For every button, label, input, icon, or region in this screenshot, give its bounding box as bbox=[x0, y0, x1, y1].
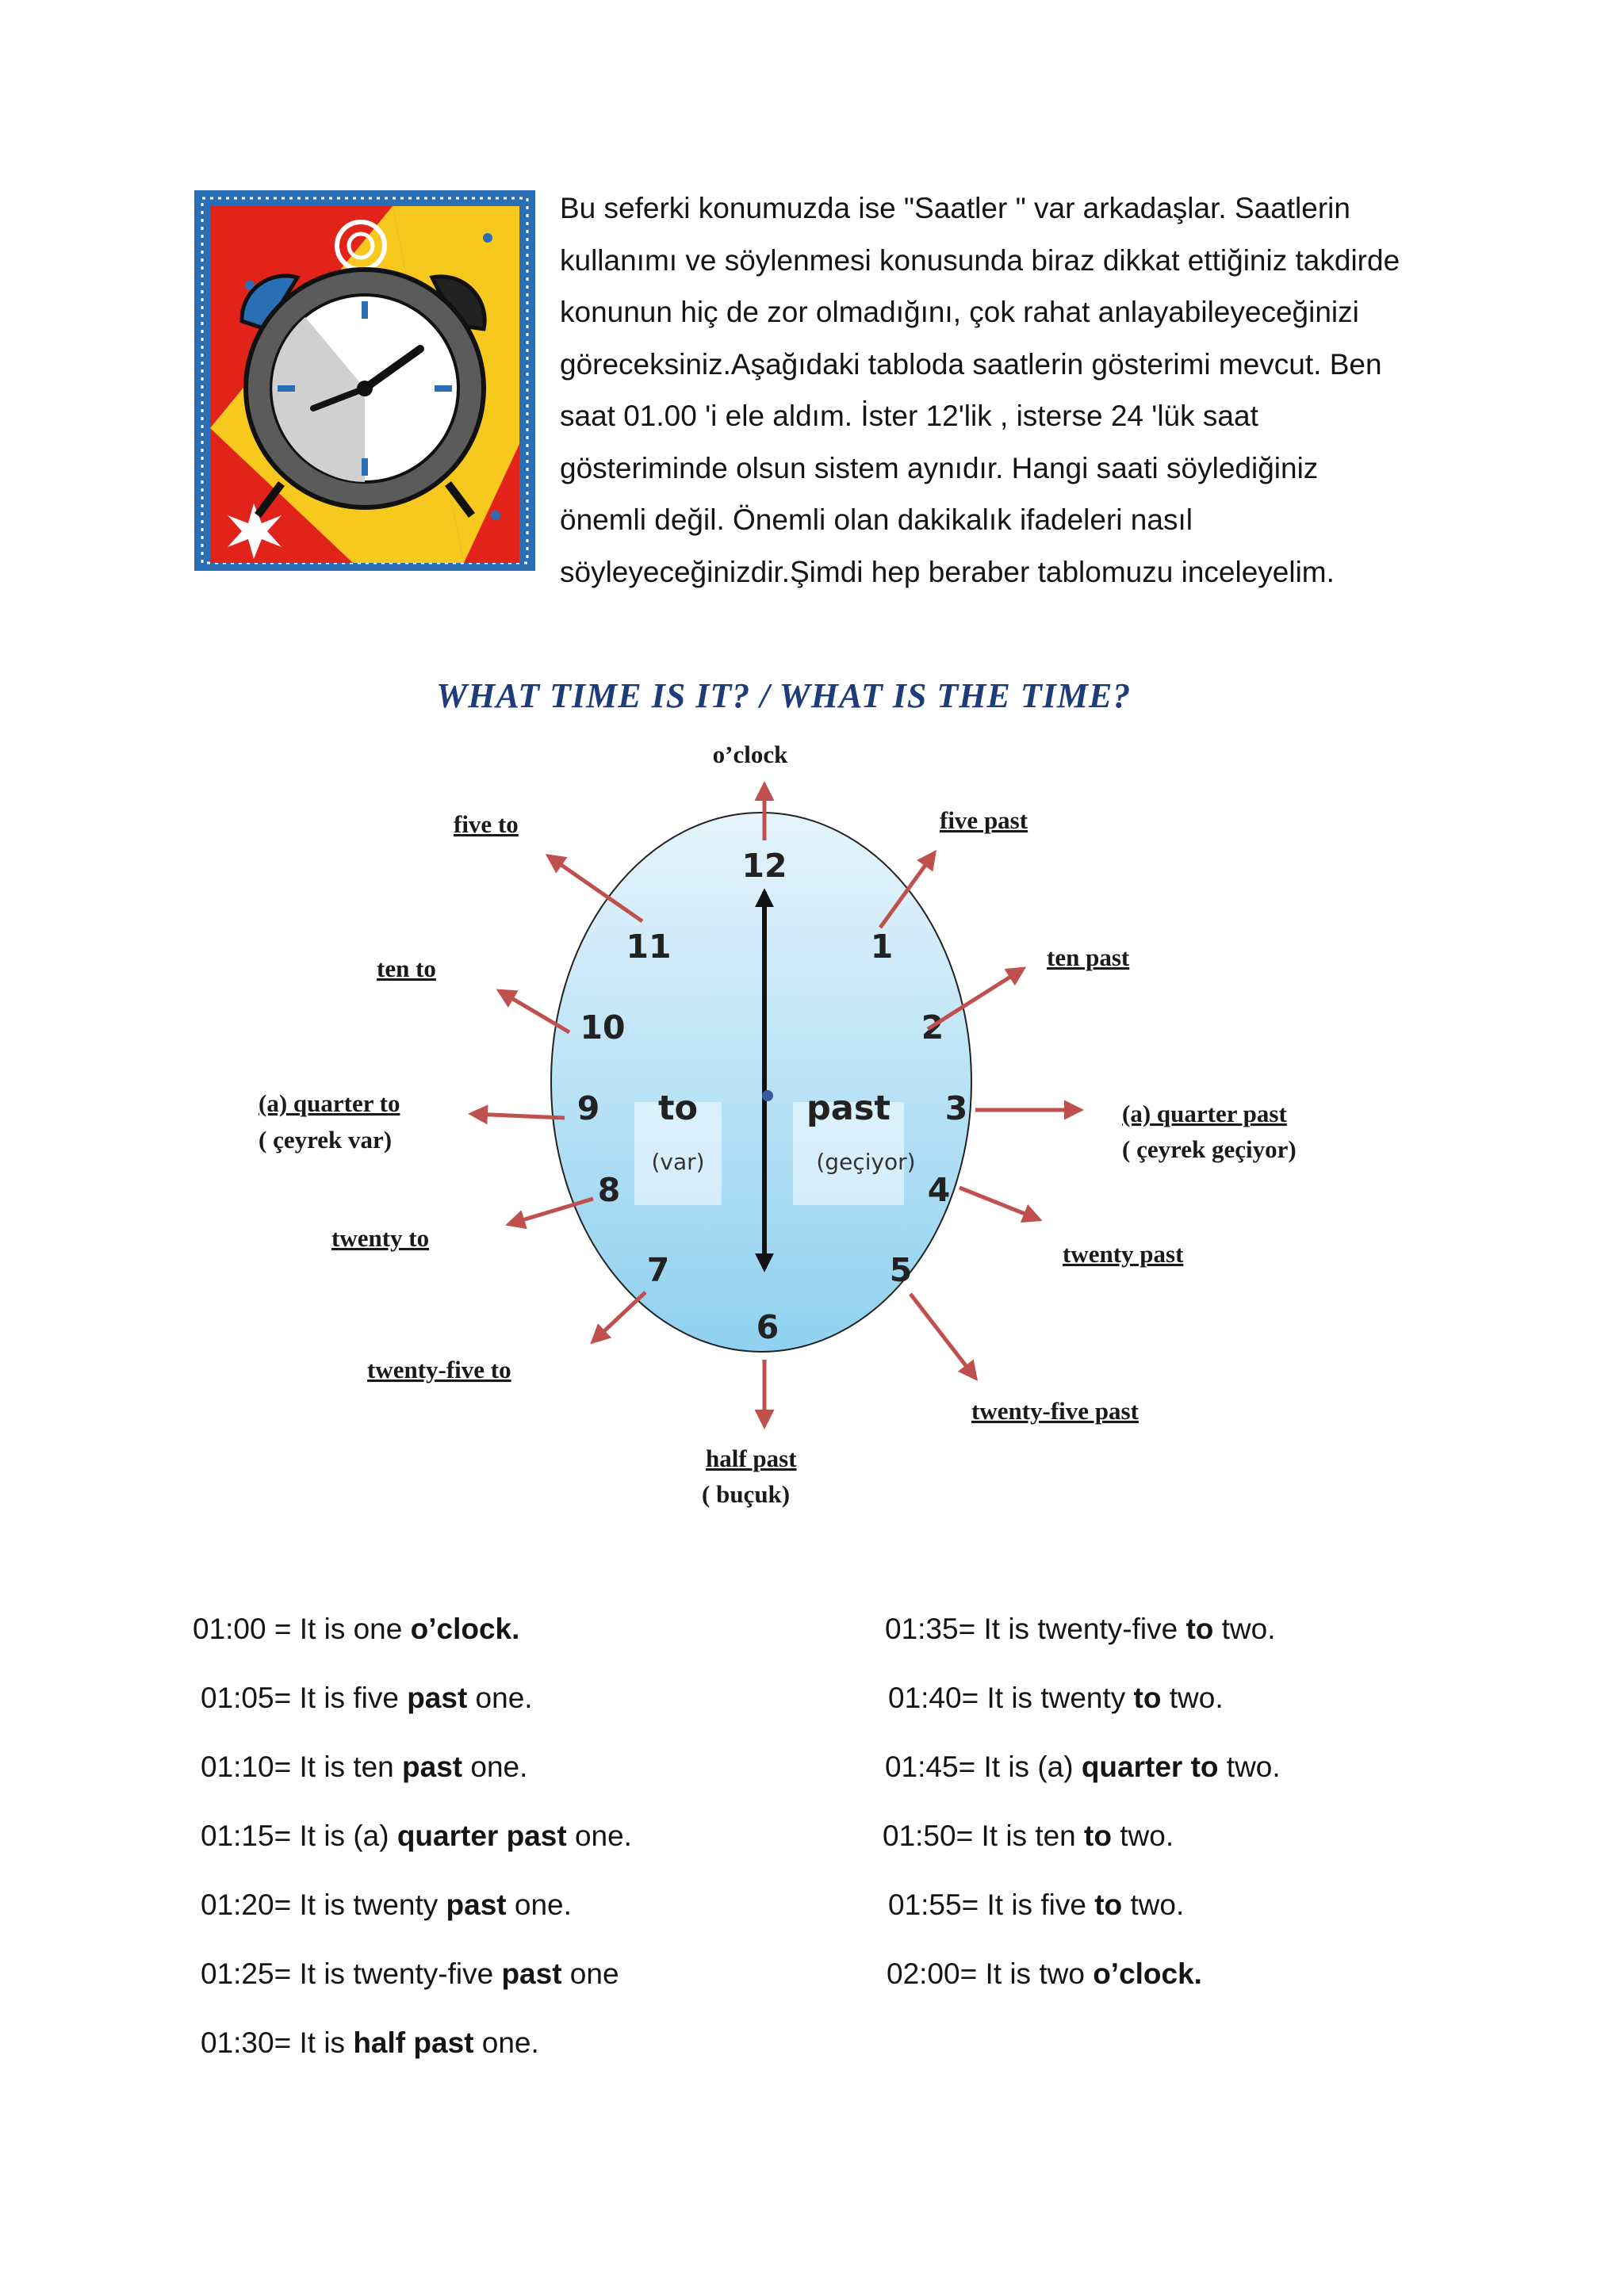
example-row: 01:35= It is twenty-five to two. bbox=[885, 1613, 1276, 1645]
clock-number-11: 11 bbox=[626, 928, 672, 966]
label-five-to: five to bbox=[454, 810, 519, 838]
clock-number-10: 10 bbox=[580, 1008, 626, 1047]
intro-line: önemli değil. Önemli olan dakikalık ifadeleri nasıl bbox=[560, 503, 1193, 536]
clock-number-7: 7 bbox=[646, 1251, 670, 1289]
past-label: past bbox=[806, 1089, 891, 1128]
clock-number-5: 5 bbox=[889, 1251, 913, 1289]
label-twenty-five-past: twenty-five past bbox=[971, 1397, 1139, 1425]
example-row: 01:45= It is (a) quarter to two. bbox=[885, 1751, 1281, 1783]
clock-number-6: 6 bbox=[756, 1308, 779, 1346]
intro-line: saat 01.00 'i ele aldım. İster 12'lik , isterse 24 'lük saat bbox=[560, 400, 1258, 432]
clock-number-2: 2 bbox=[921, 1008, 944, 1047]
intro-line: söyleyeceğinizdir.Şimdi hep beraber tablomuzu inceleyelim. bbox=[560, 555, 1335, 588]
label-quarter-to-tr: ( çeyrek var) bbox=[259, 1126, 393, 1154]
clock-number-9: 9 bbox=[576, 1089, 600, 1127]
clock-number-4: 4 bbox=[927, 1171, 951, 1209]
example-row: 01:40= It is twenty to two. bbox=[888, 1682, 1224, 1714]
label-twenty-to: twenty to bbox=[331, 1224, 430, 1252]
example-row: 02:00= It is two o’clock. bbox=[887, 1957, 1202, 1990]
label-quarter-to: (a) quarter to bbox=[259, 1089, 400, 1117]
label-half-past: half past bbox=[706, 1445, 797, 1472]
label-five-past: five past bbox=[940, 806, 1028, 834]
label-twenty-past: twenty past bbox=[1063, 1240, 1184, 1268]
example-row: 01:20= It is twenty past one. bbox=[201, 1888, 572, 1921]
label-ten-past: ten past bbox=[1047, 943, 1130, 971]
diagram-title: WHAT TIME IS IT? / WHAT IS THE TIME? bbox=[436, 676, 1132, 715]
example-row: 01:15= It is (a) quarter past one. bbox=[201, 1820, 632, 1852]
intro-line: Bu seferki konumuzda ise "Saatler " var arkadaşlar. Saatlerin bbox=[560, 192, 1350, 224]
clock-number-3: 3 bbox=[944, 1089, 968, 1127]
to-sub-label: (var) bbox=[651, 1149, 705, 1175]
example-row: 01:25= It is twenty-five past one bbox=[201, 1957, 619, 1990]
clock-number-1: 1 bbox=[870, 928, 894, 966]
label-half-past-tr: ( buçuk) bbox=[702, 1480, 791, 1508]
arrow-twenty-past bbox=[959, 1188, 1039, 1219]
example-row: 01:00 = It is one o’clock. bbox=[193, 1613, 520, 1645]
arrow-twenty-five-to bbox=[593, 1292, 645, 1341]
label-quarter-past-tr: ( çeyrek geçiyor) bbox=[1122, 1135, 1297, 1163]
example-row: 01:50= It is ten to two. bbox=[883, 1820, 1174, 1852]
clock-diagram bbox=[238, 666, 1388, 1538]
intro-line: gösteriminde olsun sistem aynıdır. Hangi saati söylediğiniz bbox=[560, 451, 1319, 484]
intro-line: göreceksiniz.Aşağıdaki tabloda saatlerin gösterimi mevcut. Ben bbox=[560, 347, 1382, 381]
label-twenty-five-to: twenty-five to bbox=[367, 1356, 511, 1383]
label-oclock: o’clock bbox=[712, 740, 788, 768]
clock-number-8: 8 bbox=[597, 1171, 621, 1209]
label-ten-to: ten to bbox=[377, 955, 436, 982]
example-row: 01:55= It is five to two. bbox=[888, 1888, 1185, 1921]
clock-number-12: 12 bbox=[741, 847, 787, 885]
to-label: to bbox=[657, 1089, 699, 1128]
example-row: 01:30= It is half past one. bbox=[201, 2026, 539, 2059]
past-sub-label: (geçiyor) bbox=[816, 1149, 916, 1175]
intro-line: konunun hiç de zor olmadığını, çok rahat anlayabileyeceğinizi bbox=[560, 296, 1359, 328]
example-row: 01:05= It is five past one. bbox=[201, 1682, 533, 1714]
intro-paragraph bbox=[560, 182, 1448, 598]
example-row: 01:10= It is ten past one. bbox=[201, 1751, 528, 1783]
arrow-twenty-five-past bbox=[910, 1294, 975, 1378]
intro-line: kullanımı ve söylenmesi konusunda biraz dikkat ettiğiniz takdirde bbox=[560, 243, 1400, 277]
arrow-quarter-to bbox=[472, 1114, 565, 1118]
alarm-clock-clipart bbox=[194, 190, 535, 571]
label-quarter-past: (a) quarter past bbox=[1122, 1100, 1287, 1127]
